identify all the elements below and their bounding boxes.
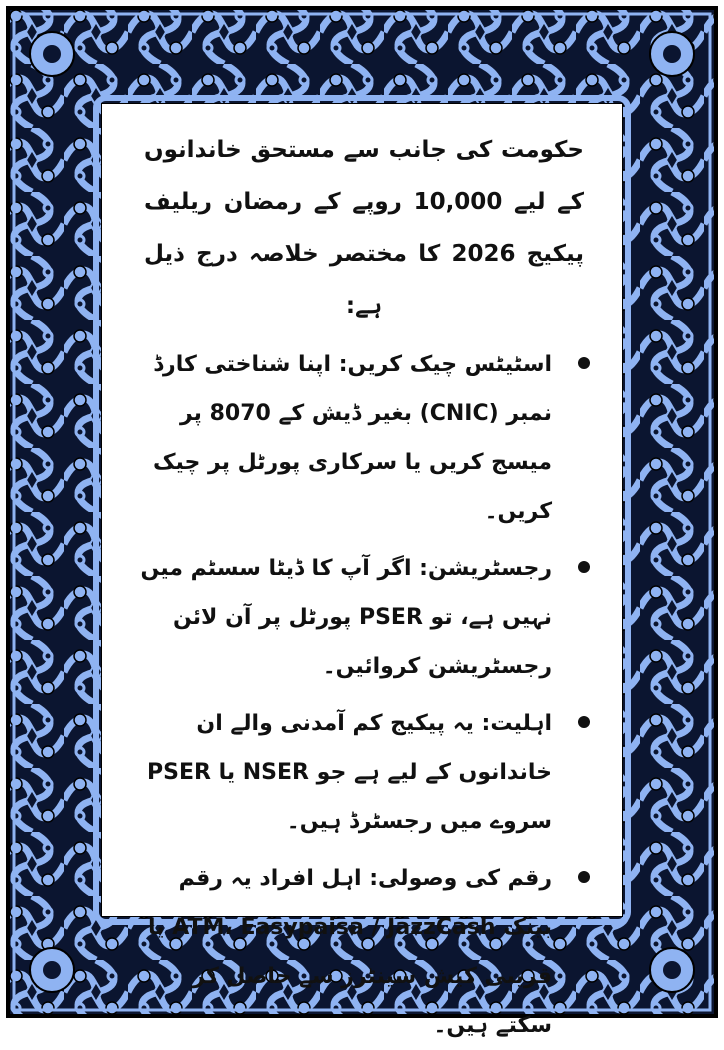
bullet-text: اہلیت: یہ پیکیج کم آمدنی والے ان خاندانوں کے لیے ہے جو NSER یا PSER سروے میں رجسٹرڈ ہیں۔ [146,711,552,834]
bullet-item-registration [134,544,594,691]
bullet-item-collection [134,854,594,1050]
bullet-list [134,340,594,1050]
bullet-text: رجسٹریشن: اگر آپ کا ڈیٹا سسٹم میں نہیں ہے، تو PSER پورٹل پر آن لائن رجسٹریشن کروائیں۔ [140,556,552,679]
bullet-text: اسٹیٹس چیک کریں: اپنا شناختی کارڈ نمبر (CNIC) بغیر ڈیش کے 8070 پر میسج کریں یا سرکاری پورٹل پر چیک کریں۔ [153,352,552,524]
bullet-dot-icon [578,357,590,369]
content-panel [102,104,622,1038]
bullet-text: رقم کی وصولی: اہل افراد یہ رقم بینک ATM، Easypaisa / JazzCash یا قریبی کیش سینٹرز سے حاصل کر سکتے ہیں۔ [148,866,552,1038]
bullet-dot-icon [578,716,590,728]
bullet-dot-icon [578,871,590,883]
bullet-item-eligibility [134,699,594,846]
bullet-dot-icon [578,561,590,573]
bullet-item-status-check [134,340,594,536]
intro-paragraph: حکومت کی جانب سے مستحق خاندانوں کے لیے 10,000 روپے کے رمضان ریلیف پیکیج 2026 کا مختصر خلاصہ درج ذیل ہے: [144,137,585,319]
